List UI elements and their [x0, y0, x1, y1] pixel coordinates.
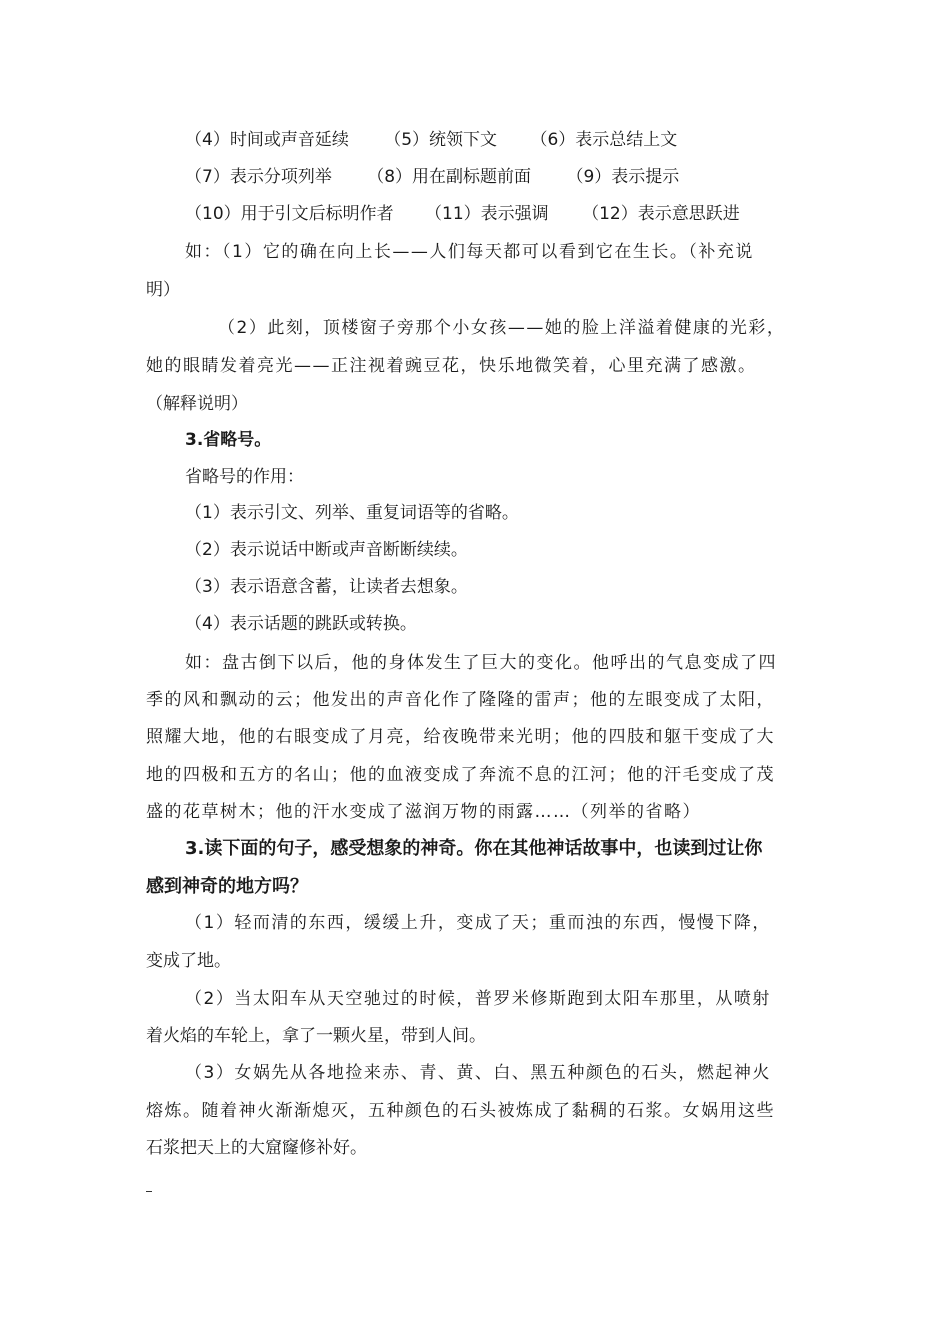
sentence-3-line-3: 石浆把天上的大窟窿修补好。 [146, 1138, 367, 1158]
dash-uses-row-1 [185, 128, 677, 152]
dash-uses-row-2 [185, 165, 679, 189]
ellipsis-example-line-1: 如：盘古倒下以后，他的身体发生了巨大的变化。他呼出的气息变成了四 [185, 653, 777, 673]
question-title-line-1: 3.读下面的句子，感受想象的神奇。你在其他神话故事中，也读到过让你 [185, 838, 763, 859]
dash-use-10: （10）用于引文后标明作者 [185, 204, 394, 224]
sentence-3-line-1: （3）女娲先从各地捡来赤、青、黄、白、黑五种颜色的石头，燃起神火 [185, 1063, 771, 1083]
ellipsis-heading: 3.省略号。 [185, 430, 272, 450]
sentence-1-line-1: （1）轻而清的东西，缓缓上升，变成了天；重而浊的东西，慢慢下降， [185, 913, 771, 933]
sentence-1-line-2: 变成了地。 [146, 951, 231, 971]
dash-use-4: （4）时间或声音延续 [185, 130, 349, 150]
ellipsis-use-2: （2）表示说话中断或声音断断续续。 [185, 540, 468, 560]
sentence-3-line-2: 熔炼。随着神火渐渐熄灭，五种颜色的石头被炼成了黏稠的石浆。女娲用这些 [146, 1101, 775, 1121]
ellipsis-use-3: （3）表示语意含蓄，让读者去想象。 [185, 577, 468, 597]
ellipsis-use-4: （4）表示话题的跳跃或转换。 [185, 614, 417, 634]
dash-use-7: （7）表示分项列举 [185, 167, 332, 187]
dash-uses-row-3 [185, 202, 740, 226]
dash-example-1-line-2: 明） [146, 280, 180, 300]
dash-use-9: （9）表示提示 [566, 167, 680, 187]
ellipsis-example-line-2: 季的风和飘动的云；他发出的声音化作了隆隆的雷声；他的左眼变成了太阳， [146, 690, 775, 710]
dash-example-2-line-2: 她的眼睛发着亮光——正注视着豌豆花，快乐地微笑着，心里充满了感激。 [146, 356, 757, 376]
ellipsis-example-line-5: 盛的花草树木；他的汗水变成了滋润万物的雨露……（列举的省略） [146, 802, 701, 822]
dash-use-8: （8）用在副标题前面 [367, 167, 532, 187]
ellipsis-intro: 省略号的作用： [185, 467, 304, 487]
sentence-2-line-2: 着火焰的车轮上，拿了一颗火星，带到人间。 [146, 1026, 486, 1046]
dash-example-2-line-1: （2）此刻，顶楼窗子旁那个小女孩——她的脸上洋溢着健康的光彩， [218, 318, 786, 338]
sentence-2-line-1: （2）当太阳车从天空驰过的时候，普罗米修斯跑到太阳车那里，从喷射 [185, 989, 771, 1009]
dash-use-5: （5）统领下文 [384, 130, 498, 150]
ellipsis-use-1: （1）表示引文、列举、重复词语等的省略。 [185, 503, 519, 523]
dash-use-11: （11）表示强调 [425, 204, 549, 224]
ellipsis-example-line-3: 照耀大地，他的右眼变成了月亮，给夜晚带来光明；他的四肢和躯干变成了大 [146, 727, 775, 747]
footer-mark [146, 1191, 152, 1192]
dash-example-1-line-1: 如：（1）它的确在向上长——人们每天都可以看到它在生长。（补充说 [185, 242, 754, 262]
dash-use-6: （6）表示总结上文 [530, 130, 678, 150]
ellipsis-example-line-4: 地的四极和五方的名山；他的血液变成了奔流不息的江河；他的汗毛变成了茂 [146, 765, 775, 785]
question-title-line-2: 感到神奇的地方吗？ [146, 876, 308, 897]
dash-use-12: （12）表示意思跃进 [582, 204, 740, 224]
dash-example-2-line-3: （解释说明） [146, 394, 248, 414]
